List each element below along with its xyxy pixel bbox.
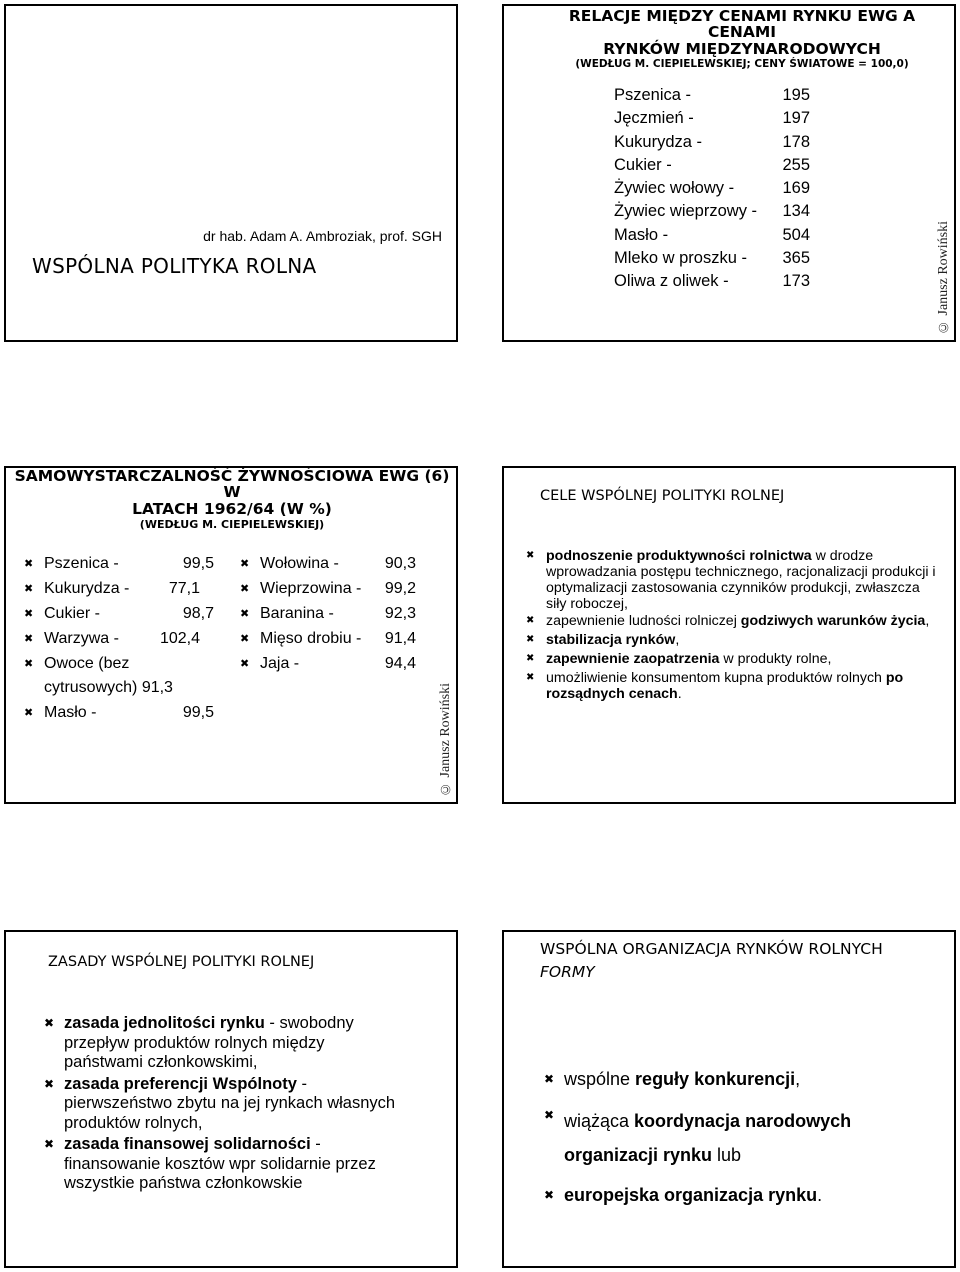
slide-price-relations bbox=[502, 4, 956, 342]
list-item: ✖ Pszenica - 99,5 bbox=[24, 555, 214, 572]
list-item: ✖ Baranina - 92,3 bbox=[240, 605, 416, 622]
heading-subtitle: (WEDŁUG M. CIEPIELEWSKIEJ) bbox=[139, 517, 325, 531]
heading-line-1: SAMOWYSTARCZALNOŚĆ ŻYWNOŚCIOWA EWG (6) W bbox=[14, 467, 450, 502]
list-item: ✖ podnoszenie produktywności rolnictwa w drodze wprowadzania postępu technicznego, racjonalizacji produkcji i optymalizacji zastosowania czynników produkcji, zwłaszcza siły roboczej, bbox=[526, 548, 936, 612]
slide-self-sufficiency bbox=[4, 466, 458, 804]
forms-list bbox=[544, 1068, 944, 1206]
slide-cap-goals bbox=[502, 466, 956, 804]
list-item: Żywiec wołowy - 169 bbox=[614, 179, 810, 198]
list-item: Żywiec wieprzowy - 134 bbox=[614, 202, 810, 221]
list-item: ✖ Wieprzowina - 99,2 bbox=[240, 580, 416, 597]
list-item: ✖ Wołowina - 90,3 bbox=[240, 555, 416, 572]
heading-line-2: FORMY bbox=[540, 963, 595, 981]
list-item: ✖ Kukurydza - 77,1 bbox=[24, 580, 200, 597]
list-item: ✖ Owoce (bez cytrusowych) 91,3 bbox=[24, 655, 173, 696]
slide-title bbox=[4, 4, 458, 342]
slide-heading bbox=[534, 8, 950, 70]
list-item: ✖ europejska organizacja rynku. bbox=[544, 1185, 823, 1205]
heading-line-2: RYNKÓW MIĘDZYNARODOWYCH bbox=[603, 39, 881, 58]
list-item: Cukier - 255 bbox=[614, 155, 810, 174]
author-line: dr hab. Adam A. Ambroziak, prof. SGH bbox=[203, 228, 442, 244]
list-item: ✖ zasada jednolitości rynku - swobodny przepływ produktów rolnych między państwami członkowskimi, bbox=[44, 1014, 354, 1071]
copyright-note: © Janusz Rowiński bbox=[438, 683, 453, 796]
heading-subtitle: (WEDŁUG M. CIEPIELEWSKIEJ; CENY ŚWIATOWE = 100,0) bbox=[575, 57, 909, 70]
list-item: Masło - 504 bbox=[614, 225, 810, 244]
heading-line-1: RELACJE MIĘDZY CENAMI RYNKU EWG A CENAMI bbox=[568, 7, 916, 42]
list-item: Oliwa z oliwek - 173 bbox=[614, 272, 810, 291]
list-item: Mleko w proszku - 365 bbox=[614, 249, 810, 268]
list-item: ✖ zapewnienie ludności rolniczej godziwych warunków życia, bbox=[526, 613, 930, 629]
heading-line-1: WSPÓLNA ORGANIZACJA RYNKÓW ROLNYCH bbox=[540, 940, 883, 958]
self-sufficiency-list-right bbox=[240, 552, 416, 676]
list-item: ✖ wspólne reguły konkurencji, bbox=[544, 1069, 801, 1089]
heading-line-2: LATACH 1962/64 (W %) bbox=[132, 499, 332, 518]
price-list bbox=[614, 84, 810, 294]
principles-list bbox=[44, 1014, 406, 1194]
slide-heading: ZASADY WSPÓLNEJ POLITYKI ROLNEJ bbox=[48, 954, 315, 970]
list-item: ✖ zasada finansowej solidarności - finansowanie kosztów wpr solidarnie przez wszystkie państwa członkowskie bbox=[44, 1135, 376, 1192]
list-item: ✖ wiążąca koordynacja narodowych organizacji rynku lub bbox=[544, 1108, 852, 1165]
list-item: Jęczmień - 197 bbox=[614, 109, 810, 128]
list-item: ✖ Jaja - 94,4 bbox=[240, 655, 416, 672]
list-item: ✖ stabilizacja rynków, bbox=[526, 632, 680, 648]
slide-heading: CELE WSPÓLNEJ POLITYKI ROLNEJ bbox=[540, 488, 785, 504]
list-item: ✖ Warzywa - 102,4 bbox=[24, 630, 200, 647]
slide-heading bbox=[540, 938, 883, 984]
list-item: Kukurydza - 178 bbox=[614, 132, 810, 151]
list-item: ✖ umożliwienie konsumentom kupna produktów rolnych po rozsądnych cenach. bbox=[526, 670, 904, 702]
list-item: ✖ zasada preferencji Wspólnoty - pierwszeństwo zbytu na jej rynkach własnych produktów rolnych, bbox=[44, 1074, 396, 1132]
list-item: ✖ Masło - 99,5 bbox=[24, 704, 214, 721]
list-item: Pszenica - 195 bbox=[614, 86, 810, 104]
goals-list bbox=[526, 548, 942, 702]
slide-heading bbox=[12, 468, 452, 530]
list-item: ✖ zapewnienie zaopatrzenia w produkty rolne, bbox=[526, 651, 832, 667]
list-item: ✖ Cukier - 98,7 bbox=[24, 605, 214, 622]
list-item: ✖ Mięso drobiu - 91,4 bbox=[240, 630, 416, 647]
self-sufficiency-list-left bbox=[24, 552, 214, 725]
slide-cap-principles bbox=[4, 930, 458, 1268]
copyright-note: © Janusz Rowiński bbox=[936, 221, 951, 334]
slide-title-heading: WSPÓLNA POLITYKA ROLNA bbox=[32, 254, 317, 278]
slide-market-organization bbox=[502, 930, 956, 1268]
